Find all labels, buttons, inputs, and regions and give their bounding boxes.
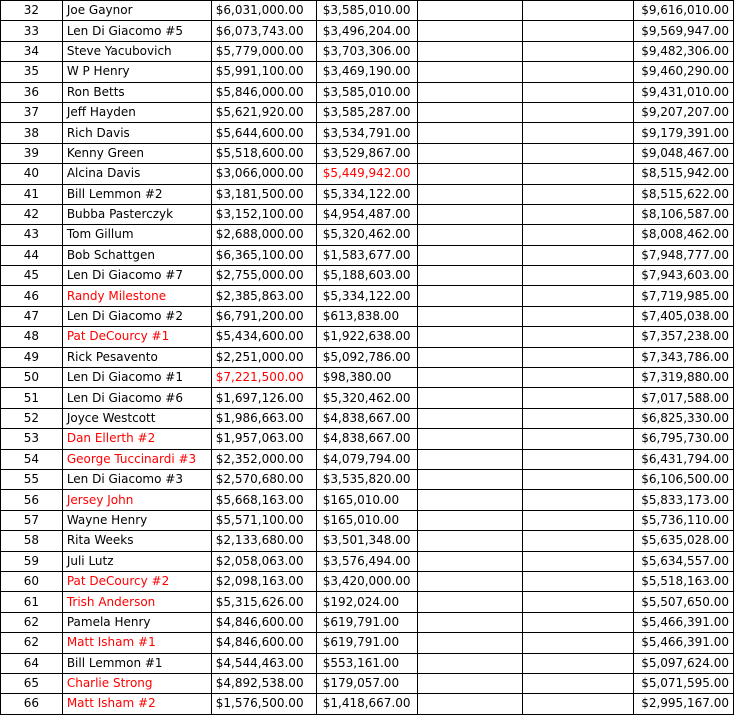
total-cell[interactable]: $8,515,942.00 (633, 164, 733, 184)
amount-4-cell[interactable] (523, 612, 634, 632)
table-row (1, 123, 734, 143)
amount-4-cell[interactable] (523, 694, 634, 714)
amount-3-cell[interactable] (417, 551, 523, 571)
amount-4-cell[interactable] (523, 62, 634, 82)
total-cell[interactable]: $5,634,557.00 (633, 551, 733, 571)
amount-2-cell[interactable]: $165,010.00 (316, 510, 417, 530)
amount-1-cell[interactable]: $3,066,000.00 (211, 164, 316, 184)
amount-2-cell[interactable]: $1,583,677.00 (316, 245, 417, 265)
amount-4-cell[interactable] (523, 41, 634, 61)
amount-3-cell[interactable] (417, 612, 523, 632)
rank-cell[interactable]: 58 (1, 531, 63, 551)
table-row (1, 449, 734, 469)
player-name-cell[interactable]: Bill Lemmon #2 (62, 184, 211, 204)
table-row (1, 41, 734, 61)
amount-1-cell[interactable]: $4,892,538.00 (211, 673, 316, 693)
rank-cell[interactable]: 64 (1, 653, 63, 673)
amount-4-cell[interactable] (523, 245, 634, 265)
player-name-cell[interactable]: Juli Lutz (62, 551, 211, 571)
amount-1-cell[interactable]: $4,846,600.00 (211, 633, 316, 653)
player-name-cell[interactable]: Bill Lemmon #1 (62, 653, 211, 673)
table-row (1, 388, 734, 408)
amount-3-cell[interactable] (417, 286, 523, 306)
rank-cell[interactable]: 45 (1, 266, 63, 286)
rank-cell[interactable]: 46 (1, 286, 63, 306)
player-name-cell[interactable]: Rick Pesavento (62, 347, 211, 367)
table-row (1, 82, 734, 102)
amount-4-cell[interactable] (523, 388, 634, 408)
amount-3-cell[interactable] (417, 653, 523, 673)
total-cell[interactable]: $5,736,110.00 (633, 510, 733, 530)
rank-cell[interactable]: 49 (1, 347, 63, 367)
amount-2-cell[interactable]: $3,420,000.00 (316, 571, 417, 591)
amount-3-cell[interactable] (417, 102, 523, 122)
rank-cell[interactable]: 60 (1, 571, 63, 591)
amount-2-cell[interactable]: $1,922,638.00 (316, 327, 417, 347)
amount-1-cell[interactable]: $5,779,000.00 (211, 41, 316, 61)
amount-2-cell[interactable]: $5,449,942.00 (316, 164, 417, 184)
amount-2-cell[interactable]: $5,334,122.00 (316, 184, 417, 204)
amount-4-cell[interactable] (523, 571, 634, 591)
rank-cell[interactable]: 37 (1, 102, 63, 122)
amount-2-cell[interactable]: $192,024.00 (316, 592, 417, 612)
amount-3-cell[interactable] (417, 306, 523, 326)
amount-4-cell[interactable] (523, 429, 634, 449)
total-cell[interactable]: $5,507,650.00 (633, 592, 733, 612)
table-row (1, 204, 734, 224)
amount-4-cell[interactable] (523, 490, 634, 510)
total-cell[interactable]: $8,515,622.00 (633, 184, 733, 204)
amount-2-cell[interactable]: $619,791.00 (316, 633, 417, 653)
rank-cell[interactable]: 44 (1, 245, 63, 265)
table-row (1, 62, 734, 82)
player-name-cell[interactable]: Len Di Giacomo #7 (62, 266, 211, 286)
table-body (1, 1, 734, 715)
player-name-cell[interactable]: Dan Ellerth #2 (62, 429, 211, 449)
amount-3-cell[interactable] (417, 469, 523, 489)
amount-2-cell[interactable]: $3,496,204.00 (316, 21, 417, 41)
rank-cell[interactable]: 50 (1, 368, 63, 388)
amount-2-cell[interactable]: $179,057.00 (316, 673, 417, 693)
amount-1-cell[interactable]: $5,644,600.00 (211, 123, 316, 143)
amount-1-cell[interactable]: $2,098,163.00 (211, 571, 316, 591)
table-row (1, 510, 734, 530)
rank-cell[interactable]: 40 (1, 164, 63, 184)
player-name-cell[interactable]: Len Di Giacomo #5 (62, 21, 211, 41)
rank-cell[interactable]: 42 (1, 204, 63, 224)
total-cell[interactable]: $5,466,391.00 (633, 612, 733, 632)
amount-4-cell[interactable] (523, 266, 634, 286)
amount-2-cell[interactable]: $165,010.00 (316, 490, 417, 510)
total-cell[interactable]: $9,179,391.00 (633, 123, 733, 143)
amount-4-cell[interactable] (523, 306, 634, 326)
amount-2-cell[interactable]: $4,079,794.00 (316, 449, 417, 469)
amount-2-cell[interactable]: $4,838,667.00 (316, 429, 417, 449)
player-name-cell[interactable]: George Tuccinardi #3 (62, 449, 211, 469)
amount-1-cell[interactable]: $2,755,000.00 (211, 266, 316, 286)
amount-3-cell[interactable] (417, 510, 523, 530)
amount-1-cell[interactable]: $2,251,000.00 (211, 347, 316, 367)
player-name-cell[interactable]: Pamela Henry (62, 612, 211, 632)
amount-2-cell[interactable]: $3,529,867.00 (316, 143, 417, 163)
amount-1-cell[interactable]: $5,571,100.00 (211, 510, 316, 530)
total-cell[interactable]: $8,008,462.00 (633, 225, 733, 245)
rank-cell[interactable]: 61 (1, 592, 63, 612)
amount-2-cell[interactable]: $3,501,348.00 (316, 531, 417, 551)
amount-3-cell[interactable] (417, 204, 523, 224)
player-name-cell[interactable]: Pat DeCourcy #1 (62, 327, 211, 347)
player-name-cell[interactable]: Bubba Pasterczyk (62, 204, 211, 224)
amount-3-cell[interactable] (417, 694, 523, 714)
table-row (1, 245, 734, 265)
total-cell[interactable]: $7,948,777.00 (633, 245, 733, 265)
amount-1-cell[interactable]: $2,058,063.00 (211, 551, 316, 571)
amount-4-cell[interactable] (523, 1, 634, 21)
amount-3-cell[interactable] (417, 347, 523, 367)
amount-2-cell[interactable]: $3,576,494.00 (316, 551, 417, 571)
player-name-cell[interactable]: Steve Yacubovich (62, 41, 211, 61)
amount-1-cell[interactable]: $1,957,063.00 (211, 429, 316, 449)
player-name-cell[interactable]: Rich Davis (62, 123, 211, 143)
amount-4-cell[interactable] (523, 225, 634, 245)
table-row (1, 592, 734, 612)
player-name-cell[interactable]: Matt Isham #1 (62, 633, 211, 653)
amount-2-cell[interactable]: $1,418,667.00 (316, 694, 417, 714)
table-row (1, 21, 734, 41)
amount-3-cell[interactable] (417, 164, 523, 184)
table-row (1, 551, 734, 571)
table-row (1, 184, 734, 204)
amount-3-cell[interactable] (417, 62, 523, 82)
amount-4-cell[interactable] (523, 164, 634, 184)
amount-2-cell[interactable]: $3,585,287.00 (316, 102, 417, 122)
amount-1-cell[interactable]: $5,846,000.00 (211, 82, 316, 102)
amount-2-cell[interactable]: $613,838.00 (316, 306, 417, 326)
table-row (1, 143, 734, 163)
amount-4-cell[interactable] (523, 531, 634, 551)
rank-cell[interactable]: 62 (1, 633, 63, 653)
rank-cell[interactable]: 41 (1, 184, 63, 204)
player-name-cell[interactable]: Rita Weeks (62, 531, 211, 551)
table-row (1, 694, 734, 714)
player-name-cell[interactable]: Trish Anderson (62, 592, 211, 612)
player-name-cell[interactable]: Randy Milestone (62, 286, 211, 306)
amount-4-cell[interactable] (523, 347, 634, 367)
amount-1-cell[interactable]: $2,133,680.00 (211, 531, 316, 551)
amount-4-cell[interactable] (523, 327, 634, 347)
amount-3-cell[interactable] (417, 633, 523, 653)
rank-cell[interactable]: 32 (1, 1, 63, 21)
amount-4-cell[interactable] (523, 673, 634, 693)
total-cell[interactable]: $9,460,290.00 (633, 62, 733, 82)
table-row (1, 673, 734, 693)
total-cell[interactable]: $5,635,028.00 (633, 531, 733, 551)
table-row (1, 306, 734, 326)
rank-cell[interactable]: 55 (1, 469, 63, 489)
total-cell[interactable]: $6,795,730.00 (633, 429, 733, 449)
rank-cell[interactable]: 47 (1, 306, 63, 326)
amount-4-cell[interactable] (523, 408, 634, 428)
total-cell[interactable]: $8,106,587.00 (633, 204, 733, 224)
amount-1-cell[interactable]: $2,570,680.00 (211, 469, 316, 489)
table-row (1, 102, 734, 122)
amount-4-cell[interactable] (523, 551, 634, 571)
rank-cell[interactable]: 56 (1, 490, 63, 510)
table-row (1, 571, 734, 591)
rank-cell[interactable]: 34 (1, 41, 63, 61)
rank-cell[interactable]: 43 (1, 225, 63, 245)
amount-3-cell[interactable] (417, 123, 523, 143)
amount-2-cell[interactable]: $3,585,010.00 (316, 82, 417, 102)
amount-2-cell[interactable]: $4,838,667.00 (316, 408, 417, 428)
amount-3-cell[interactable] (417, 82, 523, 102)
amount-3-cell[interactable] (417, 1, 523, 21)
total-cell[interactable]: $5,097,624.00 (633, 653, 733, 673)
amount-4-cell[interactable] (523, 184, 634, 204)
rank-cell[interactable]: 48 (1, 327, 63, 347)
amount-1-cell[interactable]: $1,697,126.00 (211, 388, 316, 408)
player-name-cell[interactable]: Joe Gaynor (62, 1, 211, 21)
amount-3-cell[interactable] (417, 592, 523, 612)
amount-4-cell[interactable] (523, 368, 634, 388)
amount-3-cell[interactable] (417, 266, 523, 286)
amount-2-cell[interactable]: $4,954,487.00 (316, 204, 417, 224)
rank-cell[interactable]: 39 (1, 143, 63, 163)
amount-2-cell[interactable]: $98,380.00 (316, 368, 417, 388)
player-name-cell[interactable]: Ron Betts (62, 82, 211, 102)
amount-1-cell[interactable]: $4,846,600.00 (211, 612, 316, 632)
amount-3-cell[interactable] (417, 571, 523, 591)
amount-3-cell[interactable] (417, 449, 523, 469)
player-name-cell[interactable]: Len Di Giacomo #3 (62, 469, 211, 489)
total-cell[interactable]: $9,482,306.00 (633, 41, 733, 61)
table-row (1, 347, 734, 367)
amount-2-cell[interactable]: $5,320,462.00 (316, 388, 417, 408)
amount-1-cell[interactable]: $1,576,500.00 (211, 694, 316, 714)
player-name-cell[interactable]: Kenny Green (62, 143, 211, 163)
amount-4-cell[interactable] (523, 510, 634, 530)
total-cell[interactable]: $6,431,794.00 (633, 449, 733, 469)
rank-cell[interactable]: 59 (1, 551, 63, 571)
amount-4-cell[interactable] (523, 469, 634, 489)
total-cell[interactable]: $7,319,880.00 (633, 368, 733, 388)
amount-4-cell[interactable] (523, 653, 634, 673)
amount-4-cell[interactable] (523, 449, 634, 469)
rank-cell[interactable]: 38 (1, 123, 63, 143)
amount-1-cell[interactable]: $5,518,600.00 (211, 143, 316, 163)
amount-1-cell[interactable]: $5,315,626.00 (211, 592, 316, 612)
amount-1-cell[interactable]: $6,365,100.00 (211, 245, 316, 265)
amount-1-cell[interactable]: $6,791,200.00 (211, 306, 316, 326)
table-row (1, 286, 734, 306)
table-row (1, 368, 734, 388)
rank-cell[interactable]: 51 (1, 388, 63, 408)
amount-3-cell[interactable] (417, 21, 523, 41)
amount-4-cell[interactable] (523, 102, 634, 122)
amount-4-cell[interactable] (523, 633, 634, 653)
table-row (1, 531, 734, 551)
amount-2-cell[interactable]: $619,791.00 (316, 612, 417, 632)
amount-2-cell[interactable]: $5,188,603.00 (316, 266, 417, 286)
amount-1-cell[interactable]: $5,434,600.00 (211, 327, 316, 347)
table-row (1, 633, 734, 653)
player-name-cell[interactable]: Alcina Davis (62, 164, 211, 184)
amount-2-cell[interactable]: $553,161.00 (316, 653, 417, 673)
total-cell[interactable]: $9,569,947.00 (633, 21, 733, 41)
amount-4-cell[interactable] (523, 123, 634, 143)
amount-3-cell[interactable] (417, 368, 523, 388)
total-cell[interactable]: $9,207,207.00 (633, 102, 733, 122)
amount-3-cell[interactable] (417, 327, 523, 347)
amount-3-cell[interactable] (417, 225, 523, 245)
total-cell[interactable]: $7,719,985.00 (633, 286, 733, 306)
rank-cell[interactable]: 66 (1, 694, 63, 714)
amount-1-cell[interactable]: $2,352,000.00 (211, 449, 316, 469)
amount-3-cell[interactable] (417, 184, 523, 204)
table-row (1, 164, 734, 184)
amount-1-cell[interactable]: $3,181,500.00 (211, 184, 316, 204)
amount-3-cell[interactable] (417, 531, 523, 551)
amount-2-cell[interactable]: $3,585,010.00 (316, 1, 417, 21)
amount-2-cell[interactable]: $5,092,786.00 (316, 347, 417, 367)
total-cell[interactable]: $7,343,786.00 (633, 347, 733, 367)
amount-3-cell[interactable] (417, 41, 523, 61)
amount-1-cell[interactable]: $2,385,863.00 (211, 286, 316, 306)
amount-4-cell[interactable] (523, 21, 634, 41)
amount-4-cell[interactable] (523, 592, 634, 612)
amount-1-cell[interactable]: $5,991,100.00 (211, 62, 316, 82)
total-cell[interactable]: $5,071,595.00 (633, 673, 733, 693)
total-cell[interactable]: $9,048,467.00 (633, 143, 733, 163)
total-cell[interactable]: $7,357,238.00 (633, 327, 733, 347)
player-name-cell[interactable]: Matt Isham #2 (62, 694, 211, 714)
player-name-cell[interactable]: Jeff Hayden (62, 102, 211, 122)
amount-3-cell[interactable] (417, 490, 523, 510)
player-name-cell[interactable]: Tom Gillum (62, 225, 211, 245)
player-name-cell[interactable]: Bob Schattgen (62, 245, 211, 265)
player-name-cell[interactable]: Jersey John (62, 490, 211, 510)
table-row (1, 429, 734, 449)
total-cell[interactable]: $9,431,010.00 (633, 82, 733, 102)
total-cell[interactable]: $7,405,038.00 (633, 306, 733, 326)
player-name-cell[interactable]: Pat DeCourcy #2 (62, 571, 211, 591)
amount-1-cell[interactable]: $4,544,463.00 (211, 653, 316, 673)
amount-3-cell[interactable] (417, 408, 523, 428)
rank-cell[interactable]: 36 (1, 82, 63, 102)
rank-cell[interactable]: 62 (1, 612, 63, 632)
amount-1-cell[interactable]: $6,031,000.00 (211, 1, 316, 21)
amount-3-cell[interactable] (417, 245, 523, 265)
total-cell[interactable]: $5,466,391.00 (633, 633, 733, 653)
table-row (1, 612, 734, 632)
rank-cell[interactable]: 52 (1, 408, 63, 428)
table-row (1, 225, 734, 245)
table-row (1, 327, 734, 347)
amount-3-cell[interactable] (417, 388, 523, 408)
rank-cell[interactable]: 54 (1, 449, 63, 469)
player-name-cell[interactable]: Wayne Henry (62, 510, 211, 530)
amount-2-cell[interactable]: $3,534,791.00 (316, 123, 417, 143)
amount-1-cell[interactable]: $6,073,743.00 (211, 21, 316, 41)
table-row (1, 653, 734, 673)
table-row (1, 408, 734, 428)
amount-4-cell[interactable] (523, 143, 634, 163)
rank-cell[interactable]: 57 (1, 510, 63, 530)
total-cell[interactable]: $7,943,603.00 (633, 266, 733, 286)
total-cell[interactable]: $5,518,163.00 (633, 571, 733, 591)
amount-1-cell[interactable]: $5,668,163.00 (211, 490, 316, 510)
table-row (1, 1, 734, 21)
player-name-cell[interactable]: Len Di Giacomo #1 (62, 368, 211, 388)
total-cell[interactable]: $2,995,167.00 (633, 694, 733, 714)
rank-cell[interactable]: 53 (1, 429, 63, 449)
amount-2-cell[interactable]: $3,535,820.00 (316, 469, 417, 489)
player-name-cell[interactable]: W P Henry (62, 62, 211, 82)
total-cell[interactable]: $6,106,500.00 (633, 469, 733, 489)
amount-2-cell[interactable]: $3,703,306.00 (316, 41, 417, 61)
amount-3-cell[interactable] (417, 143, 523, 163)
amount-1-cell[interactable]: $7,221,500.00 (211, 368, 316, 388)
amount-4-cell[interactable] (523, 286, 634, 306)
amount-4-cell[interactable] (523, 82, 634, 102)
amount-1-cell[interactable]: $2,688,000.00 (211, 225, 316, 245)
amount-1-cell[interactable]: $3,152,100.00 (211, 204, 316, 224)
player-name-cell[interactable]: Charlie Strong (62, 673, 211, 693)
amount-2-cell[interactable]: $3,469,190.00 (316, 62, 417, 82)
player-name-cell[interactable]: Len Di Giacomo #2 (62, 306, 211, 326)
total-cell[interactable]: $6,825,330.00 (633, 408, 733, 428)
table-row (1, 469, 734, 489)
rank-cell[interactable]: 65 (1, 673, 63, 693)
total-cell[interactable]: $7,017,588.00 (633, 388, 733, 408)
player-name-cell[interactable]: Joyce Westcott (62, 408, 211, 428)
rank-cell[interactable]: 33 (1, 21, 63, 41)
table-row (1, 490, 734, 510)
player-name-cell[interactable]: Len Di Giacomo #6 (62, 388, 211, 408)
amount-4-cell[interactable] (523, 204, 634, 224)
amount-1-cell[interactable]: $1,986,663.00 (211, 408, 316, 428)
amount-1-cell[interactable]: $5,621,920.00 (211, 102, 316, 122)
amount-3-cell[interactable] (417, 429, 523, 449)
total-cell[interactable]: $9,616,010.00 (633, 1, 733, 21)
table-row (1, 266, 734, 286)
amount-2-cell[interactable]: $5,334,122.00 (316, 286, 417, 306)
amount-2-cell[interactable]: $5,320,462.00 (316, 225, 417, 245)
total-cell[interactable]: $5,833,173.00 (633, 490, 733, 510)
rank-cell[interactable]: 35 (1, 62, 63, 82)
amount-3-cell[interactable] (417, 673, 523, 693)
